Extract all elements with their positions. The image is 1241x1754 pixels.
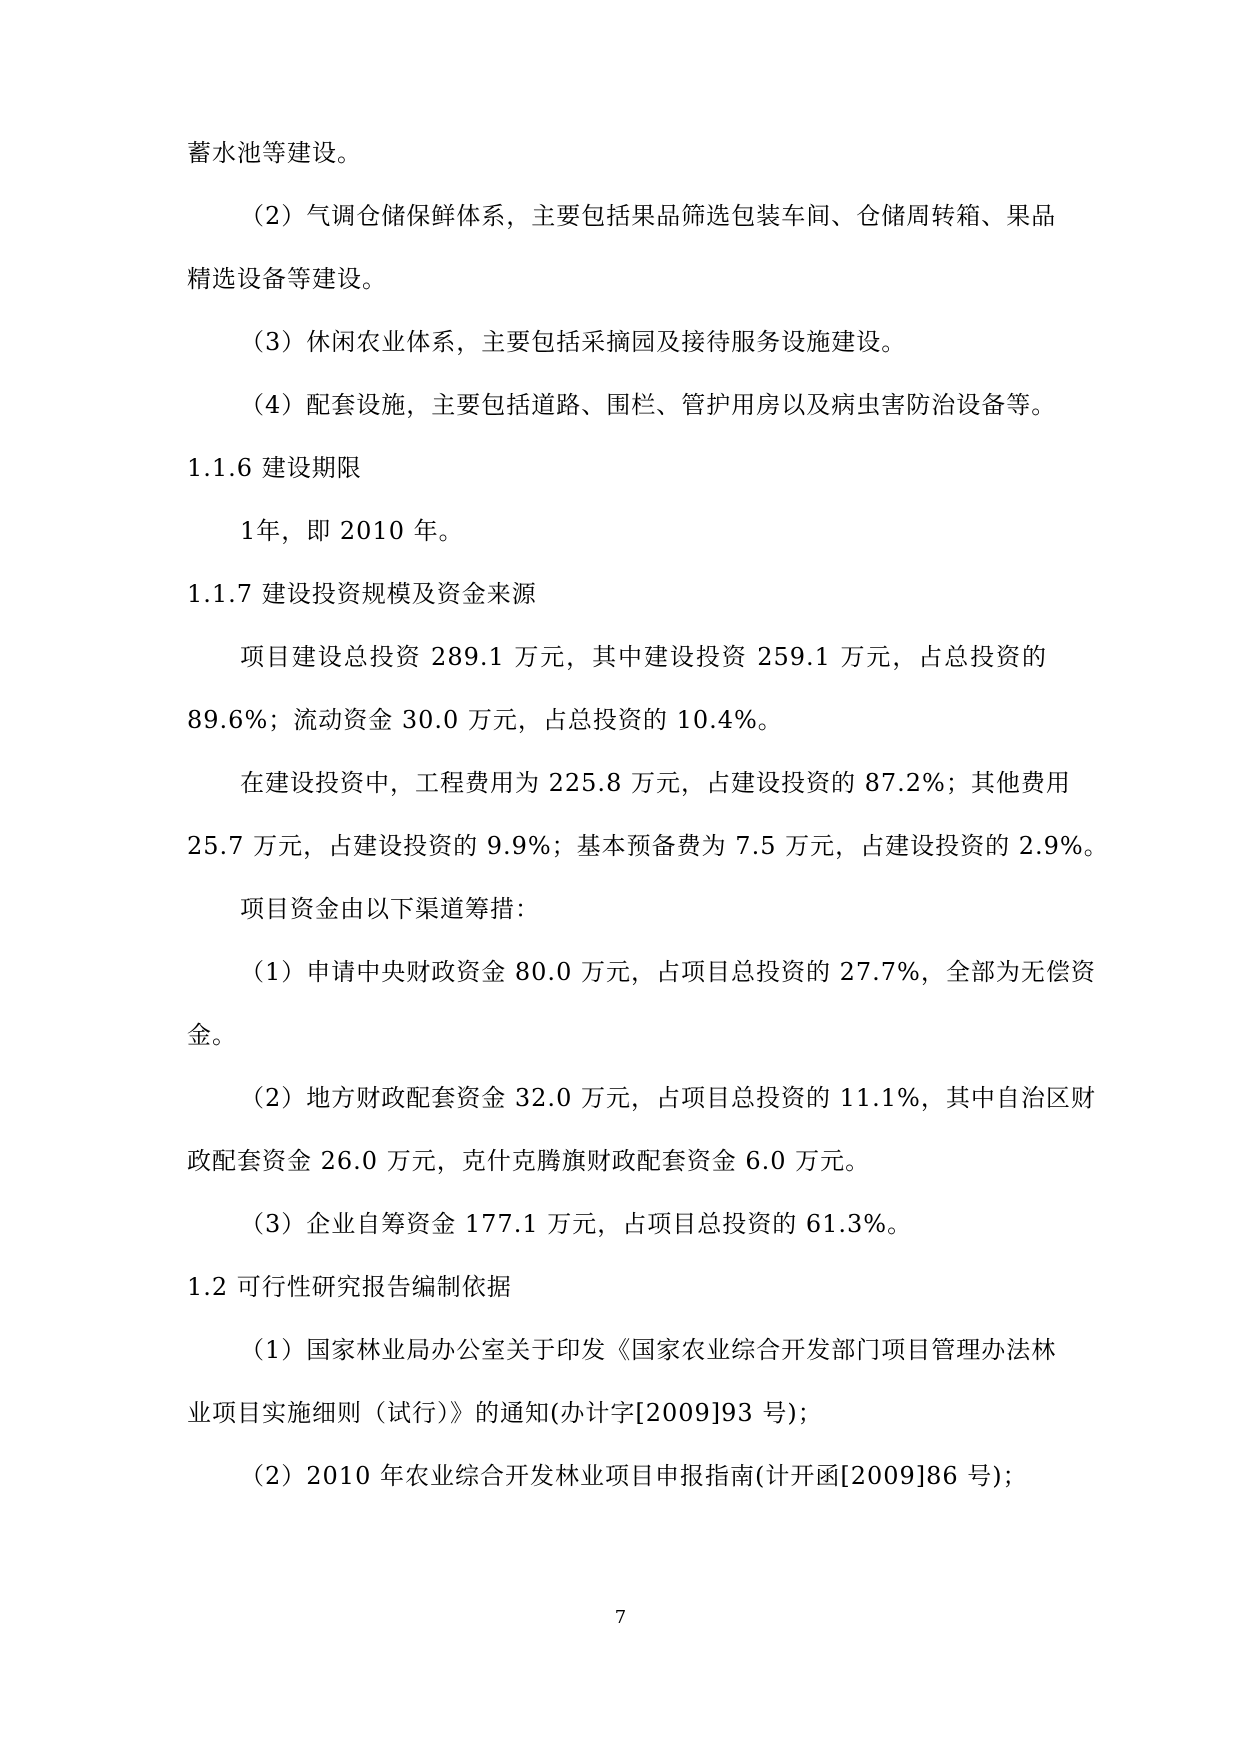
paragraph-line: 25.7 万元，占建设投资的 9.9%；基本预备费为 7.5 万元，占建设投资的 2.9%。 <box>187 832 1109 860</box>
section-heading: 1.2 可行性研究报告编制依据 <box>187 1273 512 1301</box>
section-heading: 1.1.7 建设投资规模及资金来源 <box>187 580 537 608</box>
paragraph-line: （1）国家林业局办公室关于印发《国家农业综合开发部门项目管理办法林 <box>240 1336 1057 1364</box>
paragraph-line: （3）企业自筹资金 177.1 万元，占项目总投资的 61.3%。 <box>240 1210 913 1238</box>
paragraph-line: 精选设备等建设。 <box>187 265 387 293</box>
paragraph-line: 金。 <box>187 1021 237 1049</box>
paragraph-line: 蓄水池等建设。 <box>187 139 362 167</box>
paragraph-line: 在建设投资中，工程费用为 225.8 万元，占建设投资的 87.2%；其他费用 <box>240 769 1071 797</box>
paragraph-line: 项目资金由以下渠道筹措： <box>240 895 540 923</box>
paragraph-line: 政配套资金 26.0 万元，克什克腾旗财政配套资金 6.0 万元。 <box>187 1147 871 1175</box>
paragraph-line: （2）地方财政配套资金 32.0 万元，占项目总投资的 11.1%，其中自治区财 <box>240 1084 1096 1112</box>
paragraph-line: （2）气调仓储保鲜体系，主要包括果品筛选包装车间、仓储周转箱、果品 <box>240 202 1057 230</box>
paragraph-line: （2）2010 年农业综合开发林业项目申报指南(计开函[2009]86 号)； <box>240 1462 1028 1490</box>
page-number: 7 <box>614 1607 627 1628</box>
paragraph-line: （4）配套设施，主要包括道路、围栏、管护用房以及病虫害防治设备等。 <box>240 391 1057 419</box>
paragraph-line: （3）休闲农业体系，主要包括采摘园及接待服务设施建设。 <box>240 328 907 356</box>
paragraph-line: （1）申请中央财政资金 80.0 万元，占项目总投资的 27.7%，全部为无偿资 <box>240 958 1096 986</box>
section-heading: 1.1.6 建设期限 <box>187 454 362 482</box>
paragraph-line: 项目建设总投资 289.1 万元，其中建设投资 259.1 万元，占总投资的 <box>240 643 1047 671</box>
paragraph-line: 89.6%；流动资金 30.0 万元，占总投资的 10.4%。 <box>187 706 783 734</box>
paragraph-line: 1年，即 2010 年。 <box>240 517 464 545</box>
paragraph-line: 业项目实施细则（试行）》的通知(办计字[2009]93 号)； <box>187 1399 823 1427</box>
